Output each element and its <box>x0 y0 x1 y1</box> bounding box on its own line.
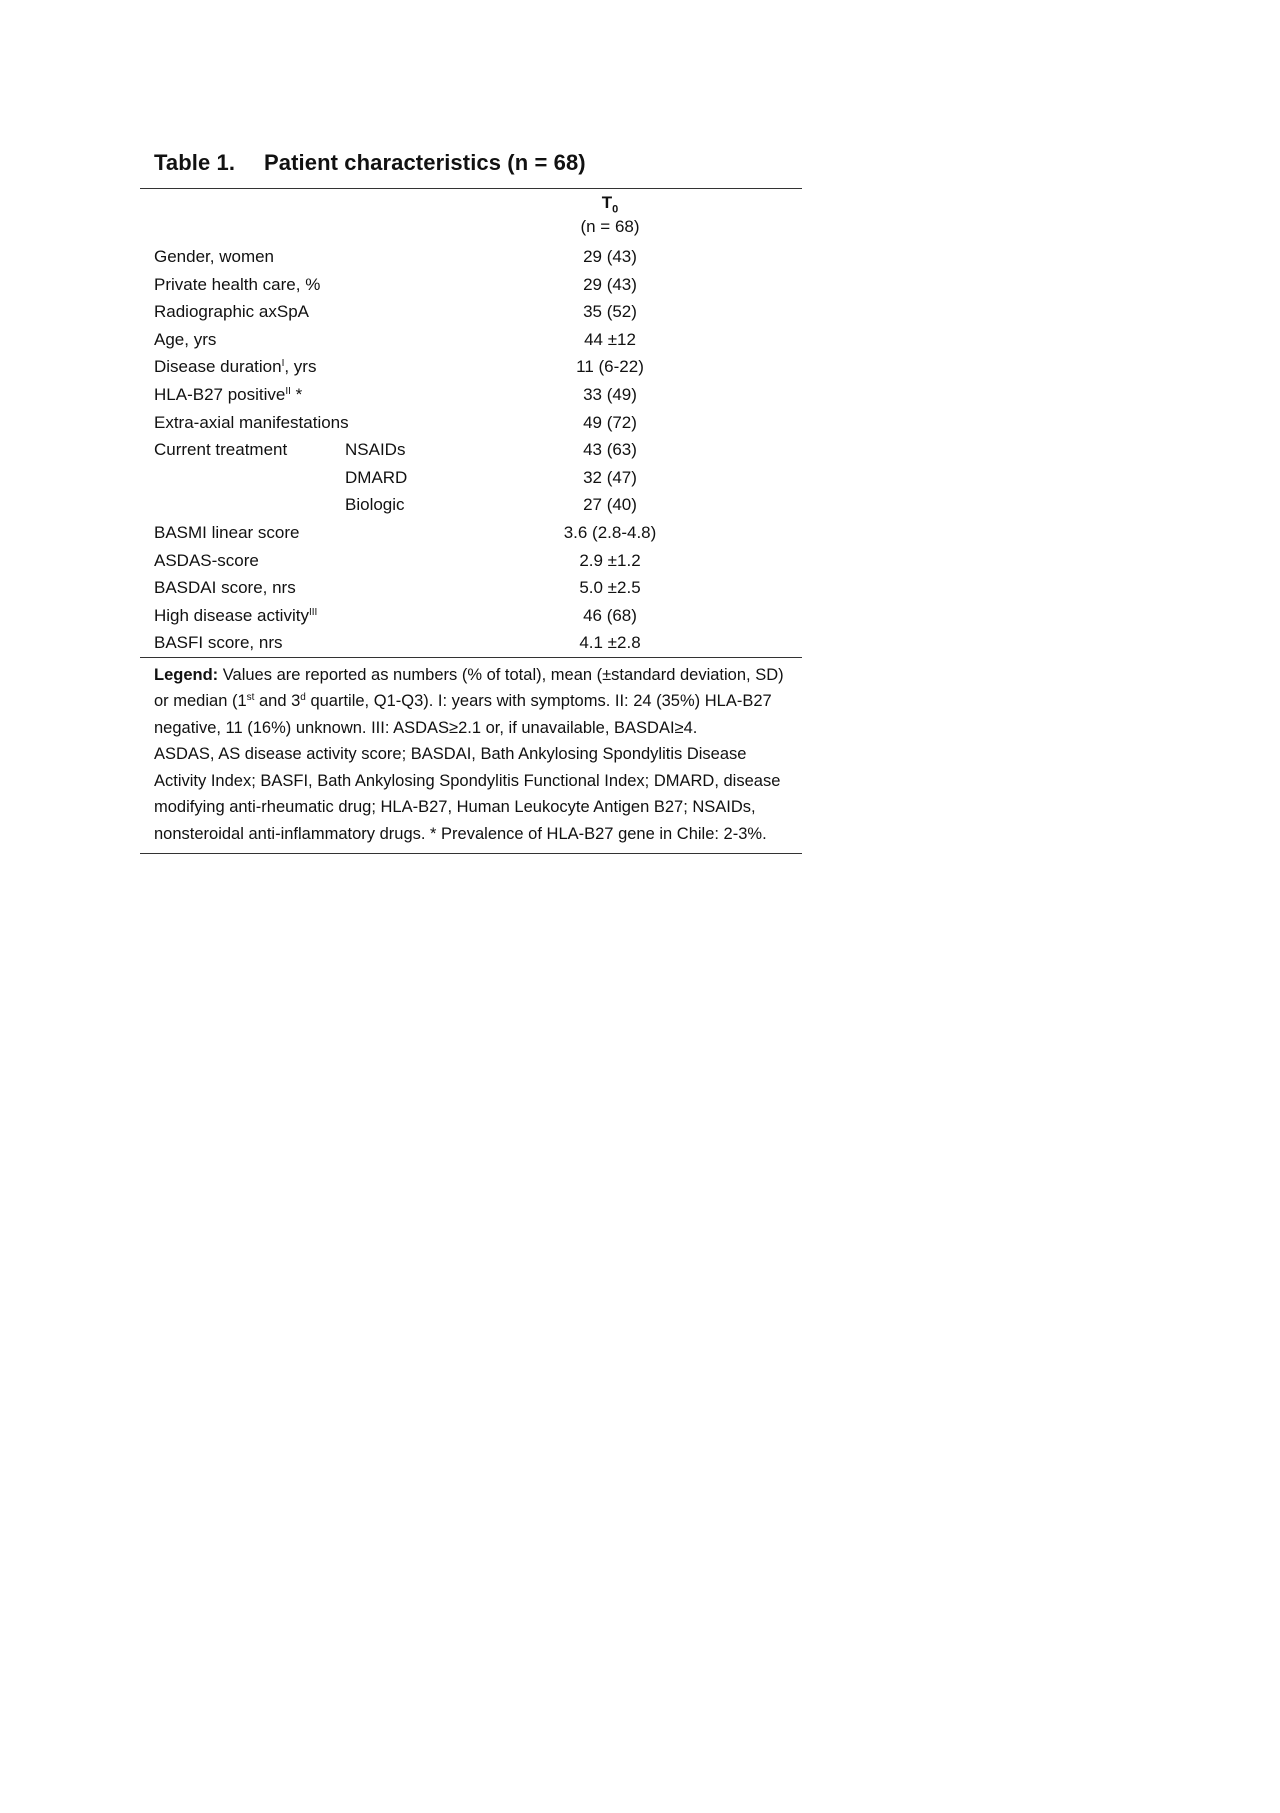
table-title: Patient characteristics (n = 68) <box>264 150 586 175</box>
table-header <box>140 189 802 243</box>
table-row <box>140 243 802 271</box>
legend-heading: Legend: <box>154 665 219 684</box>
table-body <box>140 243 802 657</box>
row-label: BASMI linear score <box>154 522 300 542</box>
row-value: 11 (6-22) <box>576 357 644 377</box>
table-row <box>140 519 802 547</box>
row-value: 5.0 ±2.5 <box>579 578 641 598</box>
bottom-rule <box>140 853 802 854</box>
row-label: HLA-B27 positive$^{II}$ * <box>154 384 303 404</box>
column-header-n: (n = 68) <box>580 217 640 236</box>
row-value: 2.9 ±1.2 <box>579 550 641 570</box>
row-value: 49 (72) <box>583 412 637 432</box>
row-value: 33 (49) <box>583 384 637 404</box>
table-row <box>140 271 802 299</box>
legend-abbreviations: ASDAS, AS disease activity score; BASDAI, Bath Ankylosing Spondylitis Disease Activity Index; BASFI, Bath Ankylosing Spondylitis Functional Index; DMARD, disease modifying anti-rheumatic drug; HLA-B27, Human Leukocyte Antigen B27; NSAIDs, nonsteroidal anti-inflammatory drugs. * Prevalence of HLA-B27 gene in Chile: 2-3%. <box>154 745 781 843</box>
table-row <box>140 381 802 409</box>
row-value: 3.6 (2.8-4.8) <box>563 522 657 542</box>
table-number: Table 1. <box>154 150 236 175</box>
table-row <box>140 491 802 519</box>
table-legend <box>140 658 802 854</box>
table-caption <box>140 146 802 180</box>
row-label: Private health care, % <box>154 274 321 294</box>
row-value: 46 (68) <box>583 605 637 625</box>
table-row <box>140 298 802 326</box>
table-row <box>140 353 802 381</box>
row-label: Age, yrs <box>154 329 217 349</box>
table-row <box>140 602 802 630</box>
row-label: BASDAI score, nrs <box>154 578 296 598</box>
row-sublabel: NSAIDs <box>345 440 406 460</box>
row-sublabel: DMARD <box>345 467 408 487</box>
legend-paragraph: Legend: Values are reported as numbers (% of total), mean (±standard deviation, SD) or median (1st and 3$^d$ quartile, Q1-Q3). I: years with symptoms. II: 24 (35%) HLA-B27 negative, 11 (16%) unknown. III: ASDAS≥2.1 or, if unavailable, BASDAI≥4. <box>154 665 784 737</box>
row-label: Extra-axial manifestations <box>154 412 349 432</box>
row-label: BASFI score, nrs <box>154 633 283 653</box>
table-1 <box>140 146 802 854</box>
row-value: 4.1 ±2.8 <box>579 633 641 653</box>
row-value: 29 (43) <box>583 247 637 266</box>
row-label: Radiographic axSpA <box>154 302 309 322</box>
table-row <box>140 574 802 602</box>
row-label: Current treatment <box>154 440 288 460</box>
row-label: ASDAS-score <box>154 550 259 570</box>
row-sublabel: Biologic <box>345 495 405 515</box>
row-label: High disease activity$^{III}$ <box>154 605 318 625</box>
row-value: 29 (43) <box>583 274 637 294</box>
row-label: Disease duration$^I$, yrs <box>154 357 317 377</box>
row-value: 44 ±12 <box>584 329 636 349</box>
row-value: 43 (63) <box>583 440 637 460</box>
row-value: 32 (47) <box>583 467 637 487</box>
table-row <box>140 464 802 492</box>
row-value: 27 (40) <box>583 495 637 515</box>
table-row <box>140 326 802 354</box>
table-row <box>140 547 802 575</box>
column-header-t0: $T_0$ <box>601 193 619 216</box>
table-row <box>140 436 802 464</box>
row-label: Gender, women <box>154 247 275 266</box>
table-row <box>140 409 802 437</box>
table-row <box>140 629 802 657</box>
row-value: 35 (52) <box>583 302 637 322</box>
